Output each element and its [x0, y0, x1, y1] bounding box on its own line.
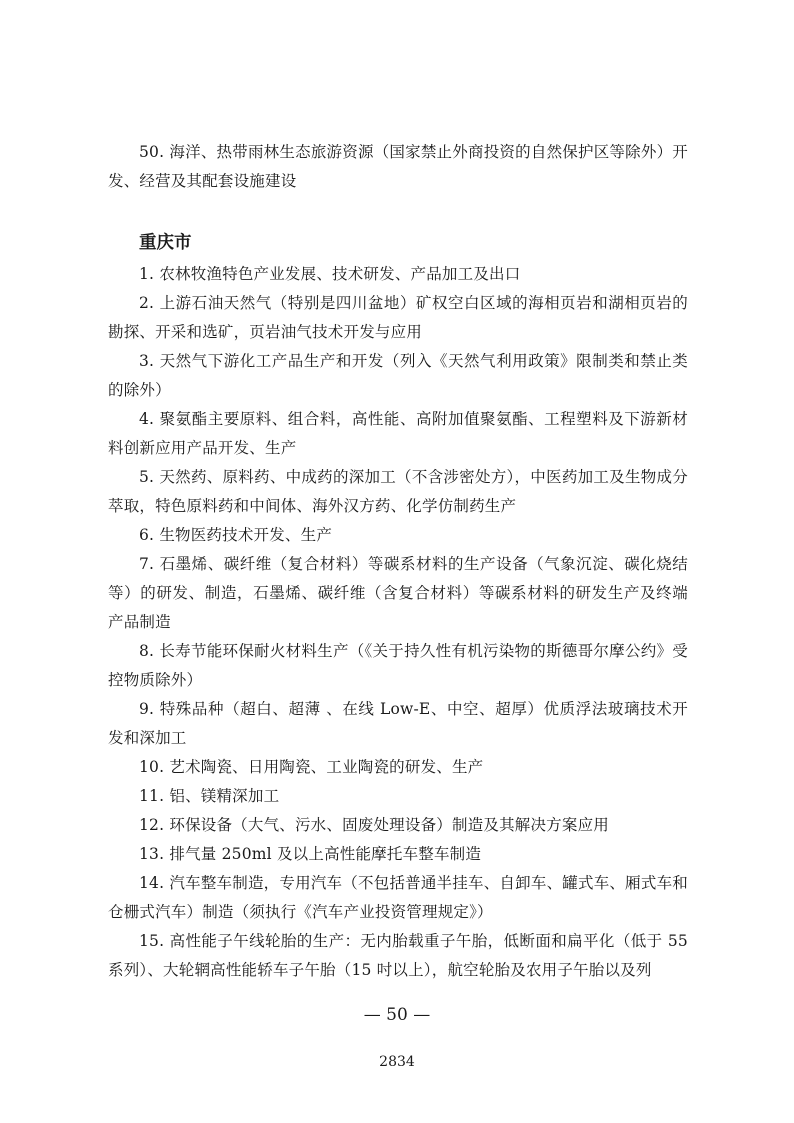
list-item: 7. 石墨烯、碳纤维（复合材料）等碳系材料的生产设备（气象沉淀、碳化烧结等）的研发、制造，石墨烯、碳纤维（含复合材料）等碳系材料的研发生产及终端产品制造	[108, 555, 688, 631]
section-heading: 重庆市	[139, 233, 192, 253]
list-item: 11. 铝、镁精深加工	[139, 787, 280, 805]
page-number: — 50 —	[363, 1005, 431, 1025]
list-item: 3. 天然气下游化工产品生产和开发（列入《天然气利用政策》限制类和禁止类的除外）	[108, 352, 688, 399]
list-item: 10. 艺术陶瓷、日用陶瓷、工业陶瓷的研发、生产	[139, 758, 484, 776]
list-item: 15. 高性能子午线轮胎的生产：无内胎载重子午胎，低断面和扁平化（低于 55 系列）、大轮辋高性能轿车子午胎（15 吋以上），航空轮胎及农用子午胎以及列	[108, 932, 688, 979]
list-item: 12. 环保设备（大气、污水、固废处理设备）制造及其解决方案应用	[139, 816, 609, 834]
list-item: 9. 特殊品种（超白、超薄 、在线 Low-E、中空、超厚）优质浮法玻璃技术开发和深加工	[108, 700, 688, 747]
page-content	[108, 138, 688, 985]
intro-item: 50. 海洋、热带雨林生态旅游资源（国家禁止外商投资的自然保护区等除外）开发、经营及其配套设施建设	[108, 143, 688, 190]
list-item: 4. 聚氨酯主要原料、组合料，高性能、高附加值聚氨酯、工程塑料及下游新材料创新应用产品开发、生产	[108, 410, 688, 457]
list-item: 14. 汽车整车制造，专用汽车（不包括普通半挂车、自卸车、罐式车、厢式车和仓栅式汽车）制造（须执行《汽车产业投资管理规定》）	[108, 874, 688, 921]
list-item: 5. 天然药、原料药、中成药的深加工（不含涉密处方），中医药加工及生物成分萃取，特色原料药和中间体、海外汉方药、化学仿制药生产	[108, 468, 688, 515]
list-item: 8. 长寿节能环保耐火材料生产（《关于持久性有机污染物的斯德哥尔摩公约》受控物质除外）	[108, 642, 688, 689]
list-item: 2. 上游石油天然气（特别是四川盆地）矿权空白区域的海相页岩和湖相页岩的勘探、开采和选矿，页岩油气技术开发与应用	[108, 294, 688, 341]
list-item: 6. 生物医药技术开发、生产	[139, 526, 333, 544]
document-number: 2834	[379, 1054, 415, 1070]
list-item: 13. 排气量 250ml 及以上高性能摩托车整车制造	[139, 845, 482, 863]
list-item: 1. 农林牧渔特色产业发展、技术研发、产品加工及出口	[139, 265, 521, 283]
